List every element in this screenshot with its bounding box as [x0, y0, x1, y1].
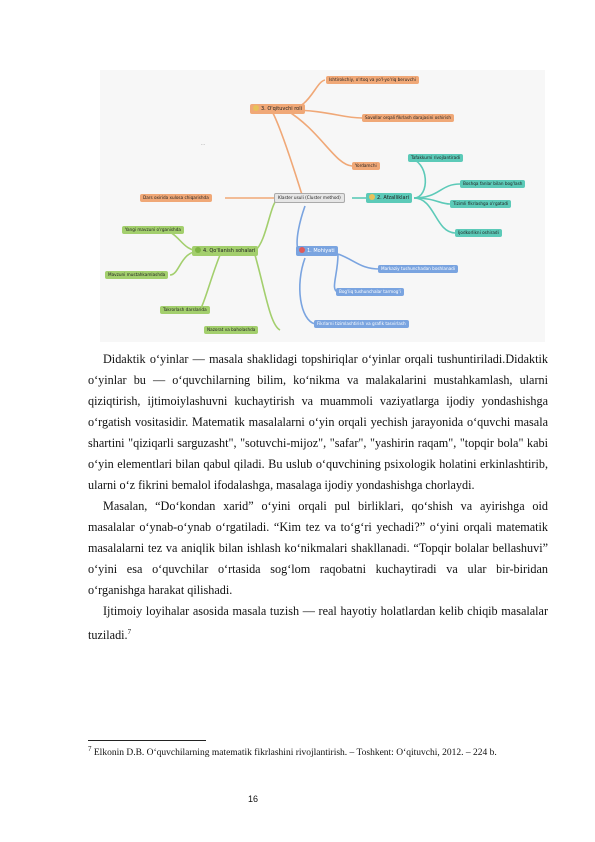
mindmap-node: Nazorat va baholashda	[204, 326, 258, 334]
pin-icon	[299, 247, 305, 253]
mindmap-node: Ishtirokchiy, o'rtoq va yo'l-yo'riq beruvchi	[326, 76, 419, 84]
mindmap-node: Savollar orqali fikrlash darajasini oshirish	[362, 114, 454, 122]
mindmap-node: Tafakkurni rivojlantiradi	[408, 154, 463, 162]
mindmap-node: Bog'liq tushunchalar tarmog'i	[336, 288, 404, 296]
paragraph-social-projects: Ijtimoiy loyihalar asosida masala tuzish — real hayotiy holatlardan kelib chiqib masalalar tuziladi.$^7$	[88, 604, 548, 643]
mindmap-hub-application: 4. Qo'llanish sohalari	[192, 246, 258, 256]
star-icon	[369, 194, 375, 200]
mindmap-hub-advantages: 2. Afzalliklari	[366, 193, 412, 203]
leaf-icon	[195, 247, 201, 253]
footnote-number: 7	[88, 745, 92, 753]
mindmap-node: Mavzuni mustahkamlashda	[105, 271, 168, 279]
mindmap-node: Dars oxirida xulosa chiqarishda	[140, 194, 212, 202]
mindmap-hub-teacher-role: 3. O'qituvchi roli	[250, 104, 305, 114]
mindmap-node: Tizimli fikrlashga o'rgatadi	[450, 200, 511, 208]
footnote-reference: 7	[127, 628, 132, 636]
mindmap-corner-mark: …	[201, 141, 205, 146]
footnote	[88, 743, 548, 759]
footnote-text: Elkonin D.B. O‘quvchilarning matematik fikrlashini rivojlantirish. – Toshkent: O‘qituvchi, 2012. – 224 b.	[93, 748, 497, 759]
mindmap-figure	[100, 70, 545, 342]
mindmap-node: Markaziy tushunchadan boshlanadi	[378, 265, 458, 273]
mindmap-node: Takrorlash darslarida	[160, 306, 210, 314]
paragraph-examples: Masalan, “Do‘kondan xarid” o‘yini orqali pul birliklari, qo‘shish va ayirishga oid masalalar o‘ynab-o‘ynab o‘rgatiladi. “Kim tez va to‘g‘ri yechadi?” o‘yini orqali matematik masalalarni tez va aniqlik bilan ishlash ko‘nikmalari shakllanadi. “Topqir bolalar bellashuvi” o‘yini esa o‘quvchilar o‘rtasida sog‘lom raqobatni kuchaytiradi va ular bir-biridan o‘rganishga harakat qilishadi.	[88, 499, 548, 597]
bulb-icon	[253, 105, 259, 111]
mindmap-node: Yangi mavzuni o'rganishda	[122, 226, 184, 234]
body-text	[88, 349, 548, 646]
mindmap-node: Yordamchi	[352, 162, 380, 170]
footnote-divider	[88, 740, 206, 741]
mindmap-node: Boshqa fanlar bilan bog'lash	[460, 180, 525, 188]
mindmap-node: Ijodkorlikni oshiradi	[455, 229, 502, 237]
page-number: 16	[248, 794, 259, 804]
paragraph-didactic-games: Didaktik o‘yinlar — masala shaklidagi topshiriqlar o‘yinlar orqali tushuntiriladi.Didaktik o‘yinlar bu — o‘quvchilarning bilim, ko‘nikma va malakalarini mustahkamlash, ularni qiziqtirish, ijtimoiylashuvni kuchaytirish va muammoli vaziyatlarga ijodiy yondashishga o‘rgatish vositasidir. Matematik masalalarni o‘yin orqali yechish jarayonida o‘quvchi masala shartini "qiziqarli sarguzasht", "sotuvchi-mijoz", "safar", "yashirin raqam", "topqir bola" kabi o‘yin elementlari bilan qabul qiladi. Bu uslub o‘quvchining psixologik holatini erkinlashtirib, ularni o‘z fikrini bemalol ifodalashga, masalaga ijodiy yondashishga chorlaydi.	[88, 352, 548, 492]
mindmap-node: Fikrlarni tizimlashtirish va grafik tasvirlash	[314, 320, 409, 328]
mindmap-hub-essence: 1. Mohiyati	[296, 246, 338, 256]
mindmap-center-node: Klaster usuli (Cluster method)	[274, 193, 345, 203]
